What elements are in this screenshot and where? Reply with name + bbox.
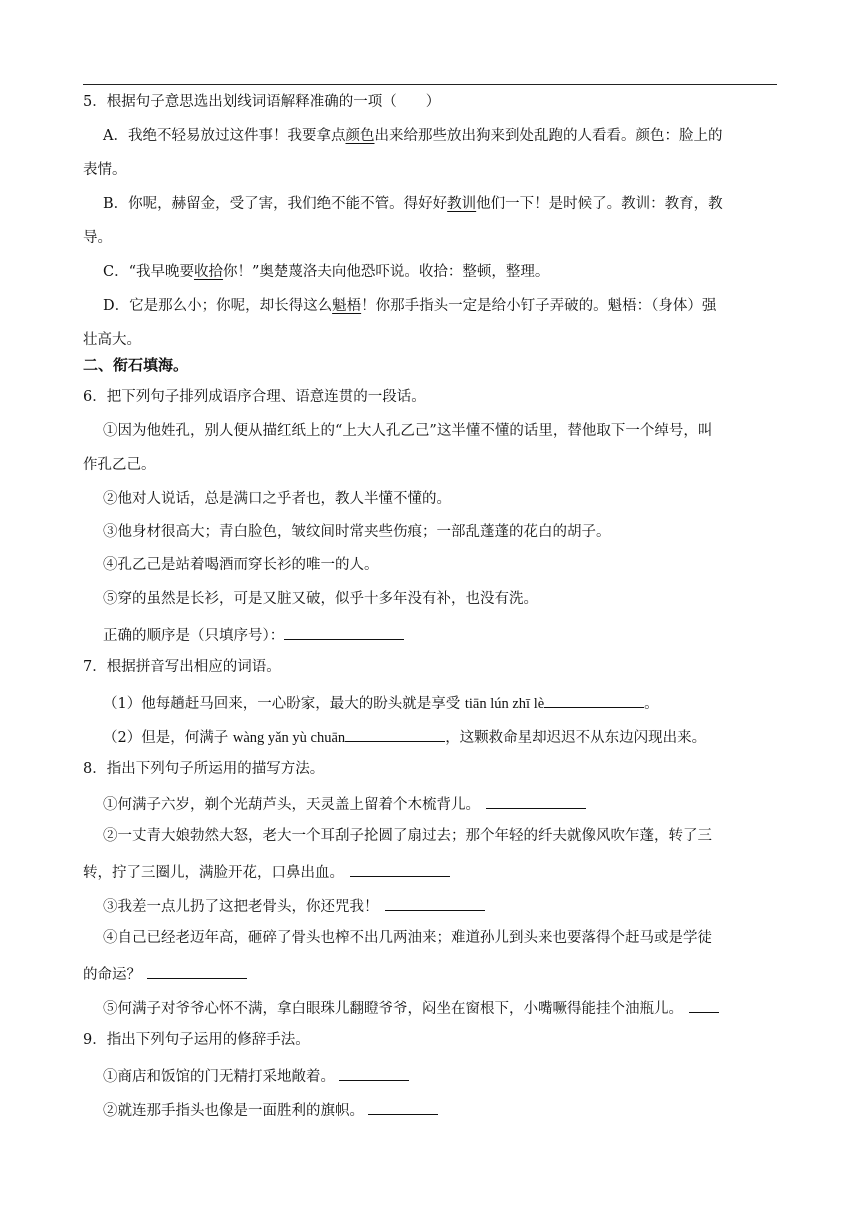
q5-c-underlined-word: 收拾 — [194, 264, 224, 280]
q5-option-d-cont: 壮高大。 — [83, 332, 141, 348]
q7-pinyin-1: tiān lún zhī lè — [464, 696, 545, 712]
q6-answer-blank[interactable] — [284, 623, 404, 640]
q5-a-underlined-word: 颜色 — [345, 128, 375, 144]
q6-sentence-3: ③他身材很高大；青白脸色，皱纹间时常夹些伤痕；一部乱蓬蓬的花白的胡子。 — [103, 524, 611, 540]
q9-stem: 9．指出下列句子运用的修辞手法。 — [83, 1032, 310, 1048]
q7-blank-2[interactable] — [345, 725, 445, 742]
q5-b-underlined-word: 教训 — [447, 196, 477, 212]
q6-sentence-1-cont: 作孔乙己。 — [83, 457, 156, 473]
q8-sentence-2: ②一丈青大娘勃然大怒，老大一个耳刮子抡圆了扇过去；那个年轻的纤夫就像风吹乍蓬，转了三 — [103, 828, 712, 844]
q5-option-c: C．“我早晚要收拾你！”奥楚蔑洛夫向他恐吓说。收拾：整顿，整理。 — [103, 264, 550, 280]
q5-option-b: B．你呢，赫留金，受了害，我们绝不能不管。得好好教训他们一下！是时候了。教训：教育，教 — [103, 196, 723, 212]
q5-stem: 5．根据句子意思选出划线词语解释准确的一项（ ） — [83, 94, 441, 110]
q5-option-d: D．它是那么小；你呢，却长得这么魁梧！你那手指头一定是给小钉子弄破的。魁梧：（身体）强 — [103, 298, 717, 314]
q8-blank-2[interactable] — [350, 860, 450, 877]
q8-blank-3[interactable] — [385, 894, 485, 911]
q6-stem: 6．把下列句子排列成语序合理、语意连贯的一段话。 — [83, 389, 426, 405]
q8-stem: 8．指出下列句子所运用的描写方法。 — [83, 761, 325, 777]
q6-answer-line: 正确的顺序是（只填序号）： — [103, 623, 803, 646]
q6-sentence-4: ④孔乙己是站着喝酒而穿长衫的唯一的人。 — [103, 557, 379, 573]
q9-blank-1[interactable] — [339, 1064, 409, 1081]
q6-sentence-5: ⑤穿的虽然是长衫，可是又脏又破，似乎十多年没有补，也没有洗。 — [103, 591, 538, 607]
header-rule — [83, 84, 777, 85]
q9-sentence-2: ②就连那手指头也像是一面胜利的旗帜。 — [103, 1098, 803, 1121]
q8-sentence-5: ⑤何满子对爷爷心怀不满，拿白眼珠儿翻瞪爷爷，闷坐在窗根下，小嘴噘得能挂个油瓶儿。 — [103, 996, 803, 1019]
q5-option-b-cont: 导。 — [83, 230, 112, 246]
q8-blank-4[interactable] — [147, 962, 247, 979]
q8-blank-5[interactable] — [689, 996, 719, 1013]
section-heading: 二、衔石填海。 — [83, 356, 189, 374]
q5-option-a: A．我绝不轻易放过这件事！我要拿点颜色出来给那些放出狗来到处乱跑的人看看。颜色：脸上的 — [103, 128, 723, 144]
q8-sentence-2-cont: 转，拧了三圈儿，满脸开花，口鼻出血。 — [83, 860, 783, 883]
q7-pinyin-2: wàng yǎn yù chuān — [232, 730, 346, 746]
q6-sentence-1: ①因为他姓孔，别人便从描红纸上的“上大人孔乙己”这半懂不懂的话里，替他取下一个绰号，叫 — [103, 423, 713, 439]
q8-blank-1[interactable] — [486, 792, 586, 809]
q5-option-a-cont: 表情。 — [83, 162, 127, 178]
q5-d-underlined-word: 魁梧 — [332, 298, 362, 314]
q6-sentence-2: ②他对人说话，总是满口之乎者也，教人半懂不懂的。 — [103, 491, 451, 507]
q9-sentence-1: ①商店和饭馆的门无精打采地敞着。 — [103, 1064, 803, 1087]
q7-blank-1[interactable] — [544, 691, 644, 708]
q7-item-1: （1）他每趟赶马回来，一心盼家，最大的盼头就是享受 tiān lún zhī lè 。 — [103, 691, 803, 714]
q8-sentence-4-cont: 的命运？ — [83, 962, 783, 985]
q9-blank-2[interactable] — [368, 1098, 438, 1115]
q8-sentence-1: ①何满子六岁，剃个光葫芦头，天灵盖上留着个木梳背儿。 — [103, 792, 803, 815]
q8-sentence-3: ③我差一点儿扔了这把老骨头，你还咒我！ — [103, 894, 803, 917]
q7-stem: 7．根据拼音写出相应的词语。 — [83, 659, 281, 675]
q8-sentence-4: ④自己已经老迈年高，砸碎了骨头也榨不出几两油来；难道孙儿到头来也要落得个赶马或是学徒 — [103, 930, 712, 946]
q7-item-2: （2）但是，何满子 wàng yǎn yù chuān ，这颗救命星却迟迟不从东边闪现出来。 — [103, 725, 803, 748]
